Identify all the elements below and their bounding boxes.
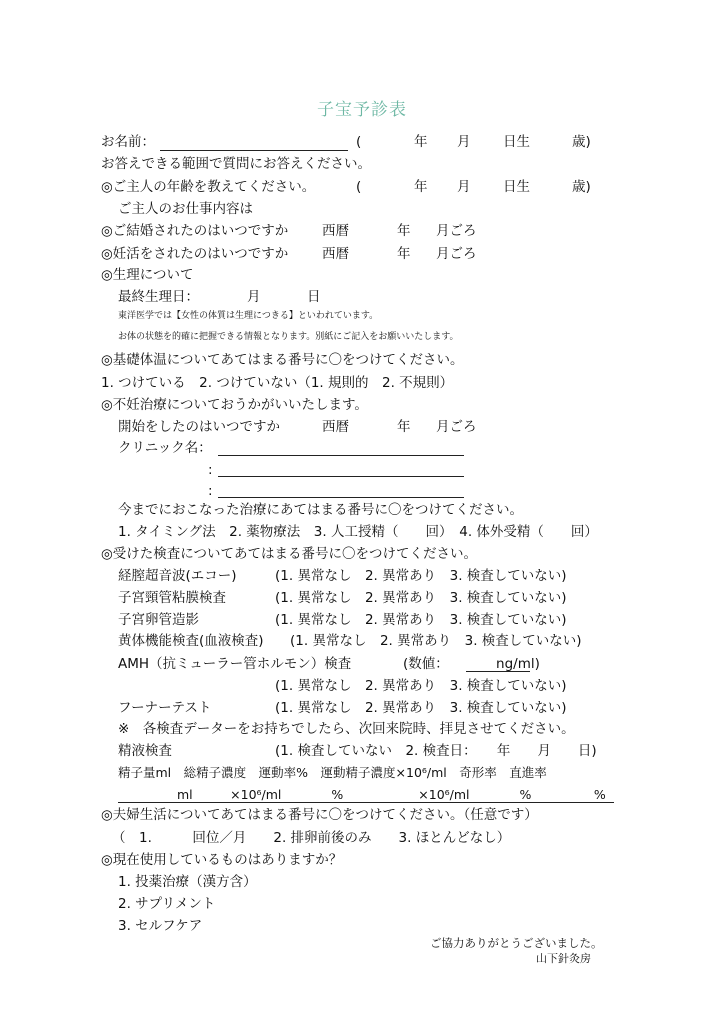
- clinic-colon-2: :: [208, 462, 213, 478]
- current-use-label: ◎現在使用しているものはありますか？: [101, 852, 343, 868]
- tests-label: ◎受けた検査についてあてはまる番号に〇をつけてください。: [101, 546, 478, 562]
- clinic-line-2[interactable]: [218, 476, 464, 477]
- husband-age-year: 年: [414, 179, 428, 195]
- husband-job-label: ご主人のお仕事内容は: [118, 201, 253, 217]
- clinic-line-1[interactable]: [218, 455, 464, 456]
- clinic-signature: 山下針灸房: [536, 952, 591, 965]
- pregnancy-month: 月ごろ: [436, 246, 477, 262]
- clinic-colon-3: :: [208, 483, 213, 499]
- bbt-options: 1. つけている 2. つけていない（1. 規則的 2. 不規則）: [101, 375, 454, 391]
- husband-age-paren: (: [356, 179, 362, 195]
- pregnancy-era: 西暦: [322, 246, 349, 262]
- married-year: 年: [397, 223, 411, 239]
- pregnancy-year: 年: [397, 246, 411, 262]
- start-era: 西暦: [322, 419, 349, 435]
- start-year: 年: [397, 419, 411, 435]
- amh-value: (数値： ng/ml): [403, 656, 540, 672]
- current-use-item-1: 1. 投薬治療（漢方含）: [118, 874, 257, 890]
- test-options-cervical: (1. 異常なし 2. 異常あり 3. 検査していない): [275, 590, 567, 606]
- treatment-options: 1. タイミング法 2. 薬物療法 3. 人工授精（ 回） 4. 体外受精（ 回）: [118, 524, 598, 540]
- page-title: 子宝予診表: [317, 100, 407, 120]
- last-period-day: 日: [307, 289, 321, 305]
- name-month: 月: [457, 134, 471, 150]
- start-month: 月ごろ: [436, 419, 477, 435]
- name-age: 歳): [572, 134, 591, 150]
- marital-options: （ 1. 回位／月 2. 排卵前後のみ 3. ほとんどなし）: [112, 830, 511, 846]
- tests-note: ※ 各検査データーをお持ちでしたら、次回来院時、拝見させてください。: [118, 721, 575, 737]
- name-paren: (: [356, 134, 362, 150]
- period-label: ◎生理について: [101, 267, 194, 283]
- treatment-label: 今までにおこなった治療にあてはまる番号に〇をつけてください。: [118, 502, 523, 518]
- test-name-hsg: 子宮卵管造影: [118, 612, 199, 628]
- test-options-luteal: (1. 異常なし 2. 異常あり 3. 検査していない): [290, 633, 582, 649]
- husband-age-birth: 日生: [503, 179, 530, 195]
- test-name-amh: AMH（抗ミューラー管ホルモン）検査: [118, 656, 352, 672]
- name-label: お名前：: [101, 134, 155, 150]
- test-name-semen: 精液検査: [118, 743, 172, 759]
- semen-values-line[interactable]: [118, 802, 614, 803]
- semen-units: ml ×10⁶/ml % ×10⁶/ml % %: [177, 787, 606, 802]
- infertility-label: ◎不妊治療についておうかがいいたします。: [101, 397, 368, 413]
- name-birth: 日生: [503, 134, 530, 150]
- test-options-amh: (1. 異常なし 2. 異常あり 3. 検査していない): [275, 678, 567, 694]
- closing-text: ご協力ありがとうございました。: [430, 936, 603, 950]
- bbt-label: ◎基礎体温についてあてはまる番号に〇をつけてください。: [101, 352, 464, 368]
- marital-label: ◎夫婦生活についてあてはまる番号に〇をつけてください。（任意です）: [101, 807, 538, 823]
- test-name-echo: 経膣超音波(エコー): [118, 568, 237, 584]
- married-era: 西暦: [322, 223, 349, 239]
- semen-headers: 精子量ml 総精子濃度 運動率% 運動精子濃度×10⁶/ml 奇形率 直進率: [118, 765, 547, 780]
- current-use-item-3: 3. セルフケア: [118, 918, 203, 934]
- name-year: 年: [414, 134, 428, 150]
- test-name-huhner: フーナーテスト: [118, 700, 212, 716]
- test-options-semen: (1. 検査していない 2. 検査日： 年 月 日): [275, 743, 597, 759]
- name-field-line[interactable]: [160, 150, 348, 151]
- start-label: 開始をしたのはいつですか: [118, 419, 280, 435]
- married-label: ◎ご結婚されたのはいつですか: [101, 223, 289, 239]
- husband-age-label: ◎ご主人の年齢を教えてください。: [101, 179, 316, 195]
- married-month: 月ごろ: [436, 223, 477, 239]
- period-note-1: 東洋医学では【女性の体質は生理につきる】といわれています。: [118, 311, 379, 321]
- test-options-huhner: (1. 異常なし 2. 異常あり 3. 検査していない): [275, 700, 567, 716]
- last-period-month: 月: [247, 289, 261, 305]
- last-period-label: 最終生理日：: [118, 289, 199, 305]
- pregnancy-label: ◎妊活をされたのはいつですか: [101, 246, 289, 262]
- test-name-cervical: 子宮頸管粘膜検査: [118, 590, 226, 606]
- current-use-item-2: 2. サプリメント: [118, 896, 216, 912]
- intro-text: お答えできる範囲で質問にお答えください。: [101, 156, 371, 172]
- clinic-line-3[interactable]: [218, 497, 464, 498]
- test-options-echo: (1. 異常なし 2. 異常あり 3. 検査していない): [275, 568, 567, 584]
- husband-age-age: 歳): [572, 179, 591, 195]
- clinic-label: クリニック名：: [118, 440, 212, 456]
- amh-value-line[interactable]: [466, 671, 530, 672]
- test-name-luteal: 黄体機能検査(血液検査): [118, 633, 264, 649]
- period-note-2: お体の状態を的確に把握できる情報となります。別紙にご記入をお願いいたします。: [118, 332, 459, 342]
- test-options-hsg: (1. 異常なし 2. 異常あり 3. 検査していない): [275, 612, 567, 628]
- husband-age-month: 月: [457, 179, 471, 195]
